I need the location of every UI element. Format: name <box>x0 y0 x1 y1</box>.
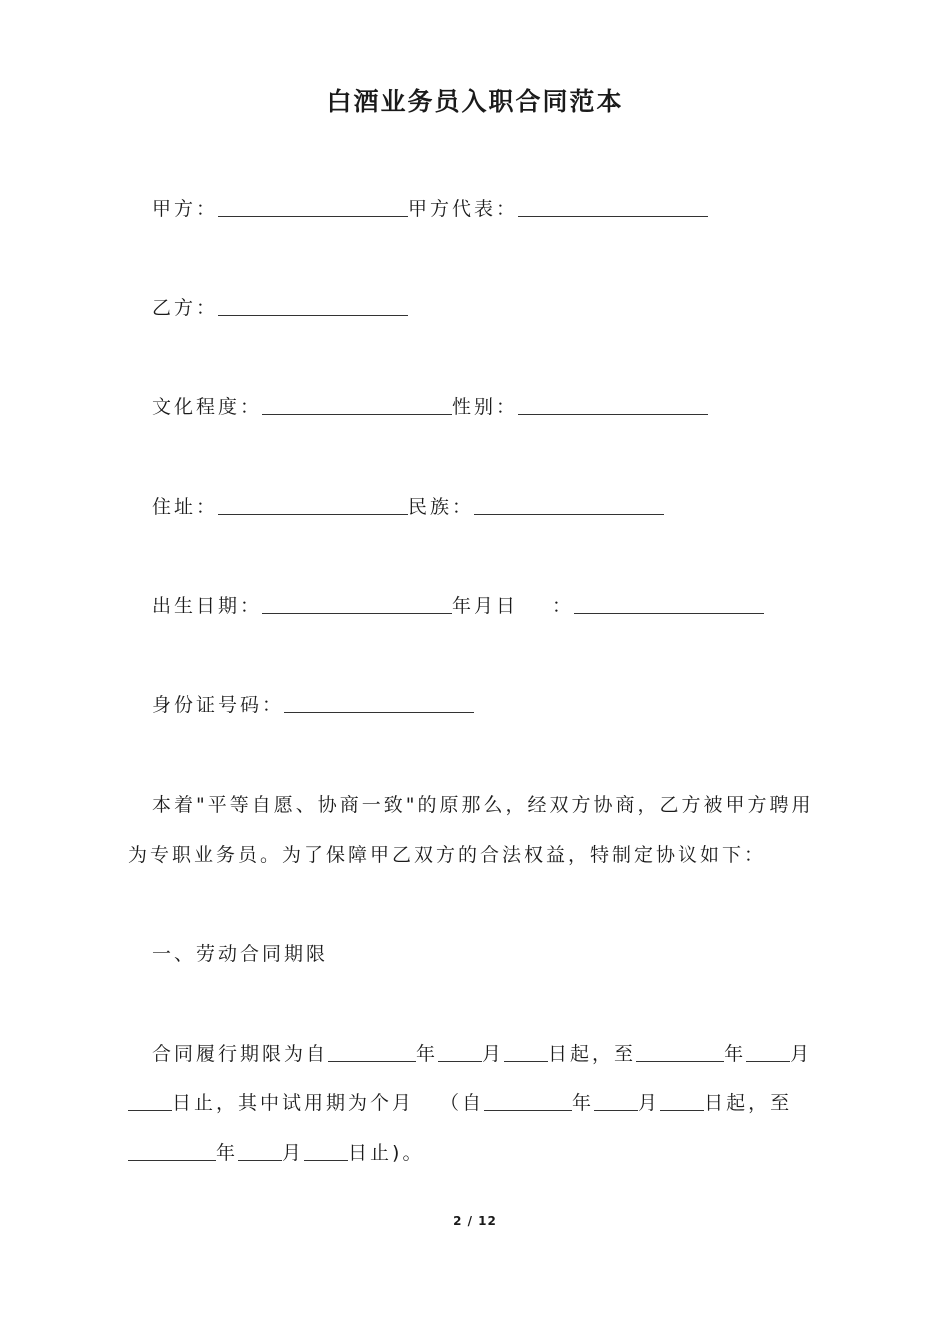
education-blank[interactable] <box>262 396 452 415</box>
party-b-label: 乙方： <box>152 297 219 319</box>
term-line-3 <box>128 1140 424 1166</box>
party-b-row <box>152 295 408 321</box>
start-month-blank[interactable] <box>438 1043 482 1062</box>
probation-text: 日止，其中试用期为个月 <box>172 1092 415 1114</box>
day-from-label: 日起，至 <box>704 1092 793 1114</box>
page-number: 2 / 12 <box>453 1214 497 1228</box>
birth-extra-blank[interactable] <box>574 595 764 614</box>
term-line-2 <box>128 1090 792 1116</box>
month-label: 月 <box>790 1043 813 1065</box>
birth-date-row <box>152 593 764 619</box>
address-label: 住址： <box>152 496 219 518</box>
party-a-rep-label: 甲方代表： <box>408 198 519 220</box>
birth-colon: ： <box>552 595 575 617</box>
probation-end-label: 日止)。 <box>348 1142 425 1164</box>
probation-start-day-blank[interactable] <box>660 1092 704 1111</box>
section-1-heading: 一、劳动合同期限 <box>152 943 329 965</box>
birth-date-label: 出生日期： <box>152 595 263 617</box>
birth-ymd-label: 年月日 <box>452 595 519 617</box>
intro-line-1: 本着"平等自愿、协商一致"的原那么，经双方协商，乙方被甲方聘用 <box>152 794 814 816</box>
end-year-blank[interactable] <box>636 1043 724 1062</box>
ethnicity-blank[interactable] <box>474 496 664 515</box>
year-label: 年 <box>572 1092 595 1114</box>
start-year-blank[interactable] <box>328 1043 416 1062</box>
start-day-blank[interactable] <box>504 1043 548 1062</box>
party-a-rep-blank[interactable] <box>518 198 708 217</box>
month-label: 月 <box>282 1142 305 1164</box>
gender-blank[interactable] <box>518 396 708 415</box>
document-title: 白酒业务员入职合同范本 <box>326 87 624 116</box>
term-line-1 <box>152 1041 812 1067</box>
end-day-blank[interactable] <box>128 1092 172 1111</box>
probation-start-month-blank[interactable] <box>594 1092 638 1111</box>
gender-label: 性别： <box>452 396 519 418</box>
day-from-label: 日起，至 <box>548 1043 637 1065</box>
id-number-label: 身份证号码： <box>152 694 285 716</box>
education-row <box>152 394 708 420</box>
party-a-blank[interactable] <box>218 198 408 217</box>
ethnicity-label: 民族： <box>408 496 475 518</box>
education-label: 文化程度： <box>152 396 263 418</box>
probation-end-year-blank[interactable] <box>128 1142 216 1161</box>
party-b-blank[interactable] <box>218 297 408 316</box>
year-label: 年 <box>416 1043 439 1065</box>
party-a-label: 甲方： <box>152 198 219 220</box>
probation-start-year-blank[interactable] <box>484 1092 572 1111</box>
party-a-row <box>152 196 708 222</box>
birth-date-blank[interactable] <box>262 595 452 614</box>
address-blank[interactable] <box>218 496 408 515</box>
probation-end-day-blank[interactable] <box>304 1142 348 1161</box>
probation-end-month-blank[interactable] <box>238 1142 282 1161</box>
id-number-row <box>152 692 474 718</box>
end-month-blank[interactable] <box>746 1043 790 1062</box>
intro-line-2: 为专职业务员。为了保障甲乙双方的合法权益，特制定协议如下： <box>128 844 767 866</box>
month-label: 月 <box>638 1092 661 1114</box>
id-number-blank[interactable] <box>284 694 474 713</box>
address-row <box>152 494 664 520</box>
month-label: 月 <box>482 1043 505 1065</box>
term-intro: 合同履行期限为自 <box>152 1043 329 1065</box>
year-label: 年 <box>216 1142 239 1164</box>
year-label: 年 <box>724 1043 747 1065</box>
probation-from: （自 <box>440 1092 485 1114</box>
